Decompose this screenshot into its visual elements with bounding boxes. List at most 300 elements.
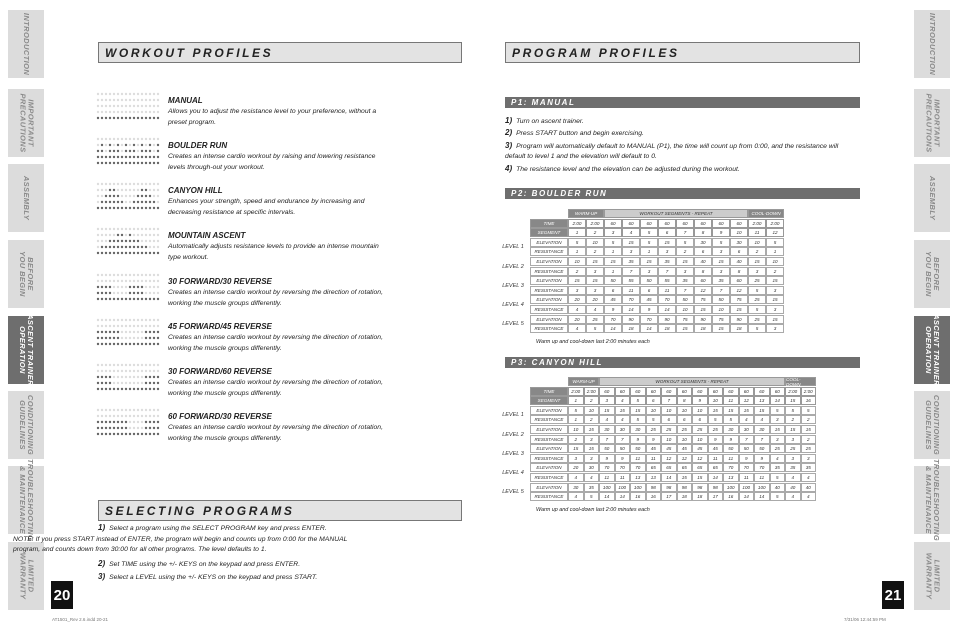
resistance-value: 18 [694,324,712,333]
resistance-value: 5 [708,415,724,424]
resistance-label: RESISTANCE [530,454,568,463]
instruction-step [505,128,860,139]
elevation-value: 15 [770,425,786,434]
segment-number-cell: 1 [568,396,584,405]
elevation-value: 15 [676,257,694,266]
resistance-value: 3 [586,267,604,276]
resistance-value: 10 [661,435,677,444]
resistance-value: 3 [584,435,600,444]
time-cell: 60 [640,219,658,228]
nav-tab-label: ASCENT TRAINER OPERATION [18,314,36,386]
elevation-value: 70 [723,463,739,472]
time-cell: 60 [723,387,739,396]
elevation-value: 45 [646,444,662,453]
segment-number-cell: 5 [640,228,658,237]
profile-name: 30 FORWARD/60 REVERSE [168,367,272,376]
canyon-hill-profile-icon [96,180,160,212]
resistance-value: 10 [677,435,693,444]
elevation-value: 98 [692,483,708,492]
resistance-label: RESISTANCE [530,473,568,482]
resistance-value: 16 [630,492,646,501]
elevation-value: 70 [739,463,755,472]
nav-tab-label: INTRODUCTION [928,12,938,76]
selecting-programs-title: SELECTING PROGRAMS [105,504,295,518]
step-number: 3) [98,572,106,581]
step-text: Set TIME using the +/- KEYS on the keypad and press ENTER. [109,561,301,568]
workout-profiles-header [98,42,462,63]
elevation-value: 15 [568,444,584,453]
resistance-label: RESISTANCE [530,415,568,424]
level-label: LEVEL 1 [498,238,528,257]
segments-header: WORKOUT SEGMENTS - REPEAT [599,377,785,386]
elevation-value: 90 [658,315,676,324]
time-cell: 2:00 [568,387,584,396]
resistance-value: 10 [712,305,730,314]
time-cell: 60 [712,219,730,228]
segment-number-cell: 10 [708,396,724,405]
elevation-value: 10 [692,406,708,415]
resistance-value: 3 [658,247,676,256]
elevation-value: 70 [604,315,622,324]
elevation-value: 15 [766,295,784,304]
elevation-label: ELEVATION [530,257,568,266]
elevation-value: 15 [723,406,739,415]
nav-tab[interactable] [914,391,950,459]
resistance-value: 5 [630,415,646,424]
step-number: 2) [505,128,513,137]
resistance-value: 3 [586,286,604,295]
elevation-value: 5 [676,238,694,247]
resistance-value: 15 [730,305,748,314]
resistance-value: 15 [694,305,712,314]
resistance-value: 9 [646,435,662,444]
30-60-profile-icon [96,361,160,393]
resistance-value: 7 [739,435,755,444]
resistance-value: 9 [630,435,646,444]
resistance-value: 3 [712,247,730,256]
segment-number-cell: 2 [586,228,604,237]
elevation-value: 60 [694,276,712,285]
elevation-value: 10 [568,257,586,266]
profile-name: 60 FORWARD/30 REVERSE [168,412,272,421]
elevation-value: 45 [677,444,693,453]
elevation-value: 5 [770,406,786,415]
elevation-value: 15 [658,238,676,247]
resistance-value: 6 [661,415,677,424]
elevation-value: 100 [615,483,631,492]
resistance-value: 6 [730,247,748,256]
45-45-profile-icon [96,316,160,348]
resistance-value: 16 [646,492,662,501]
elevation-value: 50 [739,444,755,453]
segment-number-cell: 1 [568,228,586,237]
resistance-label: RESISTANCE [530,286,568,295]
time-cell: 2:00 [586,219,604,228]
resistance-value: 3 [712,267,730,276]
elevation-value: 10 [646,406,662,415]
resistance-value: 1 [604,247,622,256]
elevation-value: 50 [604,276,622,285]
resistance-value: 2 [748,247,766,256]
elevation-value: 15 [604,257,622,266]
resistance-value: 3 [770,435,786,444]
resistance-value: 6 [694,247,712,256]
elevation-value: 70 [658,295,676,304]
level-label: LEVEL 3 [498,276,528,295]
resistance-value: 7 [658,267,676,276]
elevation-value: 15 [766,276,784,285]
nav-tab[interactable] [914,542,950,610]
resistance-value: 10 [676,305,694,314]
profile-description: Creates an intense cardio workout by reversing the direction of rotation, working the muscle groups differently. [168,379,383,397]
elevation-value: 15 [708,406,724,415]
nav-tab[interactable] [8,391,44,459]
resistance-value: 11 [622,286,640,295]
resistance-value: 12 [692,454,708,463]
resistance-value: 4 [568,473,584,482]
resistance-value: 14 [622,305,640,314]
resistance-value: 3 [640,267,658,276]
segment-number-cell: 5 [630,396,646,405]
resistance-value: 7 [676,286,694,295]
resistance-value: 4 [801,492,817,501]
elevation-value: 35 [658,257,676,266]
step-text: NOTE: If you press START instead of ENTER, the program will begin and counts up from 0:00 for the MANUAL program, and counts down from 30:00 for all other programs. The level defaults to 1. [13,536,348,553]
elevation-value: 55 [658,276,676,285]
elevation-value: 15 [584,425,600,434]
elevation-value: 90 [622,315,640,324]
elevation-value: 70 [615,463,631,472]
resistance-value: 9 [723,435,739,444]
resistance-value: 6 [604,286,622,295]
time-cell: 60 [658,219,676,228]
elevation-value: 15 [754,406,770,415]
elevation-value: 30 [584,463,600,472]
nav-tab[interactable] [8,89,44,157]
elevation-value: 98 [708,483,724,492]
page-number-left: 20 [51,581,73,609]
elevation-label: ELEVATION [530,463,568,472]
elevation-value: 15 [586,257,604,266]
step-text: Select a LEVEL using the +/- KEYS on the keypad and press START. [109,574,318,581]
elevation-value: 40 [694,257,712,266]
nav-tab-label: ASCENT TRAINER OPERATION [924,314,942,386]
resistance-value: 1 [640,247,658,256]
nav-tab[interactable] [8,164,44,232]
segment-number-cell: 4 [615,396,631,405]
elevation-value: 40 [730,257,748,266]
resistance-value: 4 [754,415,770,424]
time-cell: 60 [770,387,786,396]
step-number: 4) [505,164,513,173]
p2-table-note: Warm up and cool-down last 2:00 minutes each [536,339,650,345]
step-text: Program will automatically default to MANUAL (P1), the time will count up from 0:00, and the resistance will default to level 1 and the elevation will default to 0. [505,143,839,160]
time-cell: 60 [754,387,770,396]
elevation-value: 50 [754,444,770,453]
resistance-value: 14 [604,324,622,333]
nav-tab[interactable] [8,316,44,384]
step-text: Select a program using the SELECT PROGRAM key and press ENTER. [109,525,327,532]
nav-tab-label: LIMITED WARRANTY [18,552,35,600]
elevation-value: 45 [708,444,724,453]
elevation-value: 30 [739,425,755,434]
resistance-value: 11 [658,286,676,295]
instruction-step [505,164,860,175]
elevation-value: 100 [723,483,739,492]
resistance-value: 4 [615,415,631,424]
elevation-value: 5 [801,406,817,415]
segments-header: WORKOUT SEGMENTS - REPEAT [604,209,748,218]
p1-manual-header: P1: MANUAL [505,97,860,108]
resistance-value: 6 [640,286,658,295]
segment-number-cell: 8 [677,396,693,405]
resistance-value: 2 [676,247,694,256]
resistance-value: 9 [708,435,724,444]
instruction-step [505,116,860,127]
resistance-value: 12 [694,286,712,295]
instruction-step [505,141,860,162]
elevation-value: 5 [712,238,730,247]
resistance-value: 3 [801,454,817,463]
resistance-value: 10 [692,435,708,444]
resistance-value: 15 [692,473,708,482]
resistance-value: 14 [739,492,755,501]
elevation-value: 45 [692,444,708,453]
resistance-value: 14 [658,305,676,314]
elevation-value: 45 [604,295,622,304]
elevation-value: 30 [599,425,615,434]
resistance-value: 11 [723,454,739,463]
time-cell: 60 [739,387,755,396]
footer-file-label: AT1501_Rev 2.6.indd 20-21 [52,617,108,622]
resistance-value: 3 [748,267,766,276]
resistance-value: 18 [622,324,640,333]
profile-description: Allows you to adjust the resistance level to your preference, without a preset program. [168,108,377,126]
resistance-value: 5 [586,324,604,333]
elevation-value: 20 [568,315,586,324]
right-nav-tabs [914,0,950,629]
elevation-value: 45 [640,295,658,304]
nav-tab[interactable] [8,10,44,78]
elevation-value: 50 [599,444,615,453]
segment-number-cell: 7 [661,396,677,405]
elevation-value: 50 [615,444,631,453]
elevation-value: 50 [723,444,739,453]
elevation-value: 15 [801,425,817,434]
elevation-value: 35 [785,463,801,472]
manual-profile-icon [96,90,160,122]
resistance-value: 2 [568,435,584,444]
elevation-value: 70 [640,315,658,324]
resistance-value: 9 [739,454,755,463]
elevation-value: 100 [739,483,755,492]
nav-tab-label: ASSEMBLY [928,175,938,221]
resistance-value: 18 [658,324,676,333]
nav-tab[interactable] [8,240,44,308]
elevation-value: 70 [599,463,615,472]
60-30-profile-icon [96,406,160,438]
resistance-value: 2 [586,247,604,256]
elevation-value: 10 [568,425,584,434]
time-cell: 60 [730,219,748,228]
elevation-value: 15 [785,425,801,434]
elevation-value: 30 [754,425,770,434]
time-header: TIME [530,219,568,228]
resistance-value: 3 [568,286,586,295]
program-profiles-title: PROGRAM PROFILES [512,46,680,60]
resistance-label: RESISTANCE [530,305,568,314]
step-text: Press START button and begin exercising. [516,130,644,137]
elevation-value: 100 [630,483,646,492]
elevation-value: 20 [586,295,604,304]
nav-tab-label: BEFORE YOU BEGIN [18,251,36,297]
nav-tab[interactable] [914,89,950,157]
nav-tab-label: CONDITIONING GUIDELINES [18,394,35,456]
elevation-label: ELEVATION [530,406,568,415]
resistance-value: 4 [770,454,786,463]
elevation-value: 25 [677,425,693,434]
resistance-value: 3 [766,324,784,333]
resistance-value: 7 [754,435,770,444]
profile-description: Creates an intense cardio workout by reversing the direction of rotation, working the muscle groups differently. [168,289,383,307]
resistance-value: 2 [766,267,784,276]
resistance-value: 4 [568,492,584,501]
resistance-value: 4 [785,473,801,482]
elevation-value: 15 [712,257,730,266]
profile-description: Creates an intense cardio workout by raising and lowering resistance levels through-out your workout. [168,153,376,171]
level-label: LEVEL 5 [498,315,528,334]
resistance-value: 11 [708,454,724,463]
elevation-value: 25 [661,425,677,434]
level-label: LEVEL 5 [498,483,528,502]
segment-number-cell: 4 [622,228,640,237]
elevation-value: 10 [677,406,693,415]
time-cell: 60 [599,387,615,396]
resistance-value: 17 [708,492,724,501]
elevation-value: 15 [599,406,615,415]
elevation-value: 15 [630,406,646,415]
elevation-value: 10 [661,406,677,415]
resistance-value: 4 [568,324,586,333]
elevation-value: 5 [568,238,586,247]
resistance-value: 5 [770,473,786,482]
elevation-value: 25 [646,425,662,434]
resistance-value: 5 [748,305,766,314]
elevation-value: 65 [692,463,708,472]
elevation-value: 25 [785,444,801,453]
resistance-value: 11 [739,473,755,482]
segment-number-cell: 9 [712,228,730,237]
time-cell: 2:00 [766,219,784,228]
resistance-value: 9 [604,305,622,314]
elevation-value: 50 [676,295,694,304]
elevation-value: 30 [630,425,646,434]
resistance-value: 9 [640,305,658,314]
elevation-value: 98 [646,483,662,492]
segment-number-cell: 12 [766,228,784,237]
nav-tab[interactable] [914,240,950,308]
cooldown-header: COOL-DOWN [785,377,816,386]
elevation-value: 25 [748,315,766,324]
nav-tab[interactable] [914,458,950,542]
resistance-value: 3 [676,267,694,276]
nav-tab[interactable] [914,164,950,232]
segment-number-cell: 6 [658,228,676,237]
elevation-value: 25 [801,444,817,453]
elevation-value: 15 [615,406,631,415]
nav-tab-label: IMPORTANT PRECAUTIONS [18,93,35,153]
resistance-value: 15 [676,324,694,333]
elevation-value: 35 [622,257,640,266]
step-number: 3) [505,141,513,150]
elevation-value: 5 [785,406,801,415]
elevation-value: 15 [748,257,766,266]
resistance-value: 4 [599,415,615,424]
segment-number-cell: 6 [646,396,662,405]
elevation-label: ELEVATION [530,444,568,453]
resistance-value: 9 [599,454,615,463]
nav-tab[interactable] [8,458,44,542]
profile-description: Enhances your strength, speed and endurance by increasing and decreasing resistance at specific intervals. [168,198,365,216]
resistance-value: 3 [584,454,600,463]
elevation-value: 10 [748,238,766,247]
segment-number-cell: 16 [801,396,817,405]
resistance-value: 2 [801,435,817,444]
step-number: 1) [505,116,513,125]
segment-header: SEGMENT [530,396,568,405]
step-text: The resistance level and the elevation can be adjusted during the workout. [516,166,740,173]
segment-number-cell: 9 [692,396,708,405]
elevation-value: 5 [604,238,622,247]
selecting-programs-header [98,500,462,521]
resistance-value: 1 [568,247,586,256]
resistance-value: 15 [677,473,693,482]
resistance-value: 13 [723,473,739,482]
time-cell: 60 [694,219,712,228]
elevation-value: 35 [584,483,600,492]
resistance-value: 14 [754,492,770,501]
nav-tab-label: TROUBLESHOOTING & MAINTENANCE [924,458,941,542]
nav-tab[interactable] [914,10,950,78]
segment-number-cell: 14 [770,396,786,405]
time-cell: 2:00 [568,219,586,228]
elevation-value: 25 [692,425,708,434]
resistance-value: 4 [584,473,600,482]
elevation-value: 25 [748,276,766,285]
elevation-value: 35 [801,463,817,472]
time-cell: 60 [646,387,662,396]
nav-tab-label: TROUBLESHOOTING & MAINTENANCE [18,458,35,542]
profile-name: MANUAL [168,96,203,105]
segment-number-cell: 3 [604,228,622,237]
resistance-value: 4 [568,305,586,314]
elevation-value: 75 [694,295,712,304]
resistance-value: 1 [568,415,584,424]
profile-name: 45 FORWARD/45 REVERSE [168,322,272,331]
time-cell: 2:00 [785,387,801,396]
nav-tab[interactable] [914,316,950,384]
elevation-value: 70 [630,463,646,472]
elevation-value: 35 [712,276,730,285]
elevation-label: ELEVATION [530,276,568,285]
elevation-value: 35 [676,276,694,285]
resistance-value: 2 [785,415,801,424]
profile-name: BOULDER RUN [168,141,228,150]
resistance-label: RESISTANCE [530,267,568,276]
resistance-value: 18 [692,492,708,501]
resistance-value: 11 [615,473,631,482]
profile-description: Creates an intense cardio workout by reversing the direction of rotation, working the muscle groups differently. [168,334,383,352]
